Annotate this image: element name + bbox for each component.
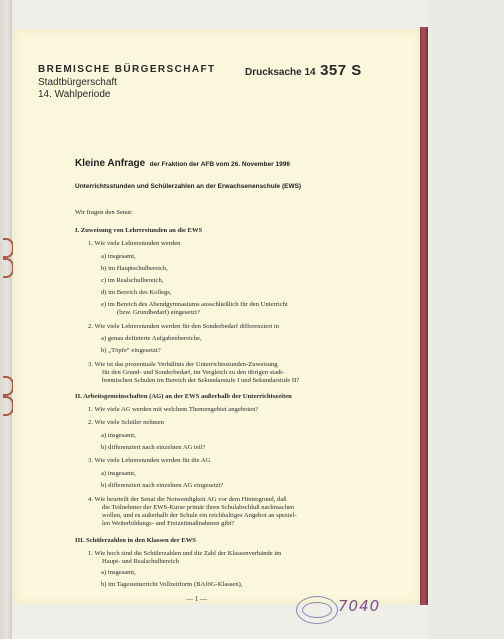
- drucksache-number: [245, 62, 362, 80]
- legislative-period: 14. Wahlperiode: [38, 89, 111, 100]
- question-line: b) im Hauptschulbereich,: [101, 265, 168, 272]
- question-line: 1. Wie viele AG werden mit welchem Themengebiet angeboten?: [88, 406, 259, 413]
- binder-strip: [0, 0, 12, 639]
- anfrage-title: [75, 153, 290, 171]
- question-line: e) im Bereich des Abendgymnasiums ausschließlich für den Unterricht: [101, 301, 288, 308]
- question-line: 1. Wie viele Lehrerstunden werden: [88, 240, 181, 247]
- drucksache-value: 357 S: [320, 62, 362, 79]
- question-line: b) differenziert nach einzelnen AG eingesetzt?: [101, 482, 224, 489]
- section-heading: II. Arbeitsgemeinschaften (AG) an der EWS außerhalb der Unterrichtszeiten: [75, 393, 292, 400]
- question-line: 4. Wie beurteilt der Senat die Notwendigkeit AG vor dem Hintergrund, daß: [88, 496, 287, 503]
- intro-text: Wir fragen den Senat:: [75, 209, 133, 216]
- question-line: bremischen Schulen im Bereich der Sekundarstufe I und Sekundarstufe II?: [102, 377, 300, 384]
- archive-stamp-icon: [296, 596, 338, 624]
- drucksache-label: Drucksache 14: [245, 67, 316, 78]
- question-line: die Teilnehmer der EWS-Kurse primär ihren Schulabschluß nachmachen: [102, 504, 295, 511]
- organization-name: BREMISCHE BÜRGERSCHAFT: [38, 64, 216, 75]
- anfrage-title-main: Kleine Anfrage: [75, 158, 146, 169]
- question-line: a) insgesamt,: [101, 470, 136, 477]
- anfrage-title-sub: der Fraktion der AFB vom 26. November 1996: [149, 161, 290, 168]
- question-line: b) im Tagesunterricht Vollzeitform (BAföG-Klassen),: [101, 581, 243, 588]
- question-line: b) „Töpfe“ eingesetzt?: [101, 347, 161, 354]
- question-line: wollen, und es außerhalb der Schule ein reichhaltiges Angebot an speziel-: [102, 512, 297, 519]
- question-line: c) im Realschulbereich,: [101, 277, 164, 284]
- question-line: 2. Wie viele Schüler nehmen: [88, 419, 164, 426]
- question-line: a) insgesamt,: [101, 432, 136, 439]
- anfrage-topic: Unterrichtsstunden und Schülerzahlen an der Erwachsenenschule (EWS): [75, 183, 302, 190]
- question-line: b) differenziert nach einzelnen AG teil?: [101, 444, 206, 451]
- question-line: a) genau definierte Aufgabenbereiche,: [101, 335, 202, 342]
- question-line: (bzw. Grundbedarf) eingesetzt?: [117, 309, 200, 316]
- handwritten-number: 7040: [338, 597, 381, 615]
- page-number: — 1 —: [186, 595, 207, 603]
- question-line: 2. Wie viele Lehrerstunden werden für den Sonderbedarf differenziert in: [88, 323, 279, 330]
- scan-background: [428, 0, 504, 639]
- question-line: a) insgesamt,: [101, 253, 136, 260]
- question-line: 3. Wie ist das prozentuale Verhältnis der Unterrichtsstunden-Zuweisung: [88, 361, 278, 368]
- question-line: d) im Bereich des Kollegs,: [101, 289, 172, 296]
- section-heading: III. Schülerzahlen in den Klassen der EWS: [75, 537, 196, 544]
- question-line: a) insgesamt,: [101, 569, 136, 576]
- question-line: 1. Wie hoch sind die Schülerzahlen und die Zahl der Klassenverbände im: [88, 550, 282, 557]
- page-stack-edge: [420, 27, 428, 605]
- question-line: für den Grund- und Sonderbedarf, im Vergleich zu den übrigen stadt-: [102, 369, 285, 376]
- question-line: 3. Wie viele Lehrerstunden werden für die AG: [88, 457, 211, 464]
- chamber-name: Stadtbürgerschaft: [38, 77, 117, 88]
- section-heading: I. Zuweisung von Lehrerstunden an die EWS: [75, 227, 203, 234]
- question-line: len Weiterbildungs- und Freizeitmaßnahmen gibt?: [102, 520, 235, 527]
- question-line: Haupt- und Realschulbereich: [102, 558, 179, 565]
